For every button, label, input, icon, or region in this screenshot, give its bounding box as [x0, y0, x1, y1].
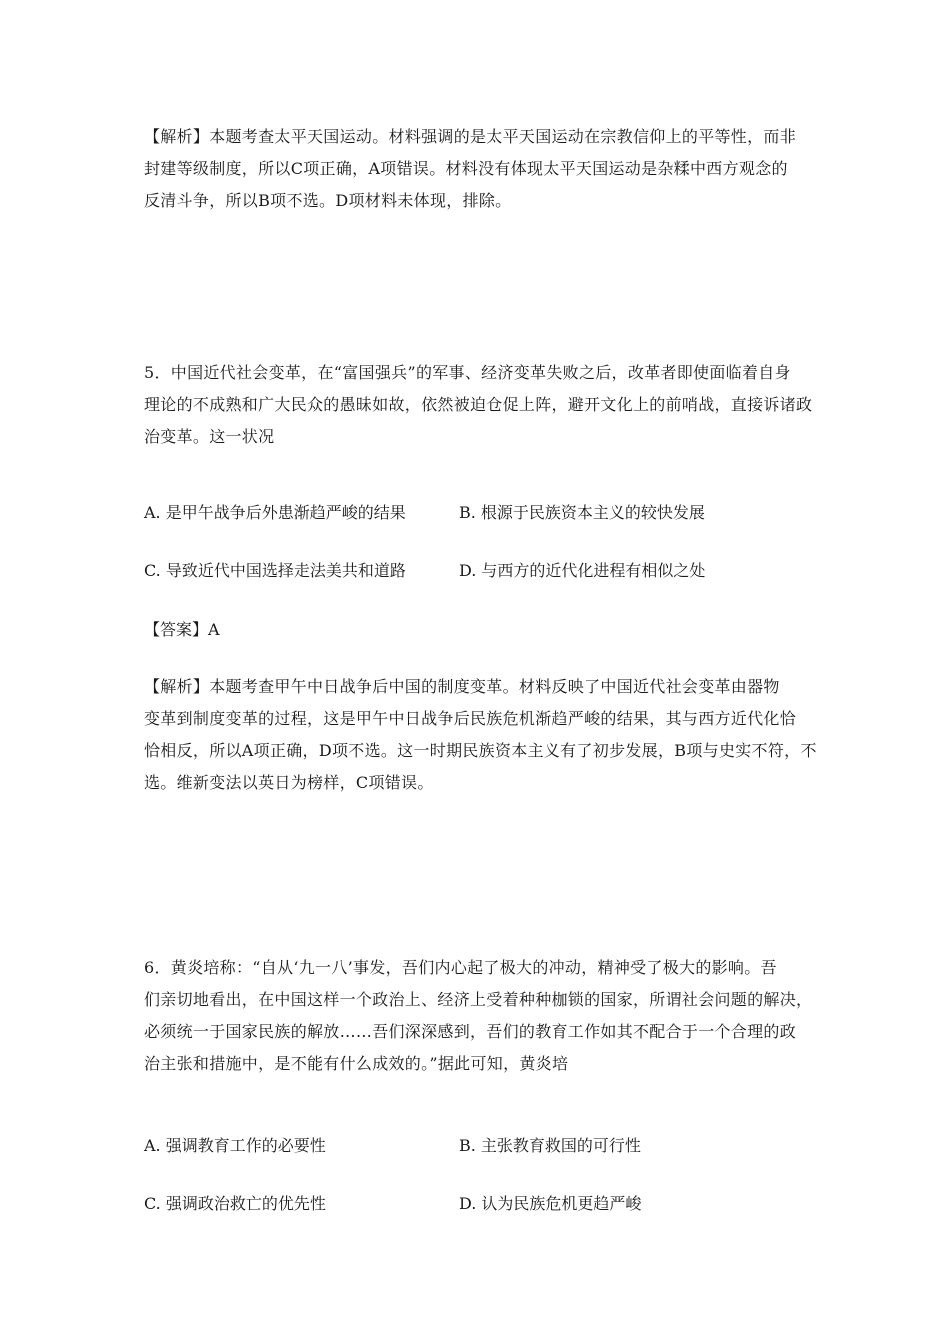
question-5-option-a[interactable]: A. 是甲午战争后外患渐趋严峻的结果 — [144, 503, 406, 522]
question-5-option-d[interactable]: D. 与西方的近代化进程有相似之处 — [459, 561, 706, 580]
question-5-analysis — [144, 671, 824, 799]
question-5-option-b[interactable]: B. 根源于民族资本主义的较快发展 — [459, 503, 705, 522]
text-line: 反清斗争，所以B项不选。D项材料未体现，排除。 — [144, 191, 512, 210]
text-line: 理论的不成熟和广大民众的愚昧如故，依然被迫仓促上阵，避开文化上的前哨战，直接诉诸政 — [144, 395, 813, 414]
question-6-options-row-1 — [144, 1130, 824, 1162]
question-6-option-d[interactable]: D. 认为民族危机更趋严峻 — [459, 1194, 642, 1213]
question-6-option-c[interactable]: C. 强调政治救亡的优先性 — [144, 1194, 326, 1213]
text-line: 恰相反，所以A项正确，D项不选。这一时期民族资本主义有了初步发展，B项与史实不符，不 — [144, 741, 817, 760]
text-line: 选。维新变法以英日为榜样，C项错误。 — [144, 773, 434, 792]
text-line: 变革到制度变革的过程，这是甲午中日战争后民族危机渐趋严峻的结果，其与西方近代化恰 — [144, 709, 797, 728]
text-line: 治变革。这一状况 — [144, 427, 275, 446]
question-6-option-b[interactable]: B. 主张教育救国的可行性 — [459, 1136, 641, 1155]
text-line: 【解析】本题考查甲午中日战争后中国的制度变革。材料反映了中国近代社会变革由器物 — [144, 677, 780, 696]
question-6-options-row-2 — [144, 1188, 824, 1220]
text-line: 们亲切地看出，在中国这样一个政治上、经济上受着种种枷锁的国家，所谓社会问题的解决， — [144, 990, 813, 1009]
text-line: 必须统一于国家民族的解放……吾们深深感到，吾们的教育工作如其不配合于一个合理的政 — [144, 1022, 797, 1041]
text-line: 6．黄炎培称：“自从‘九一八’事发，吾们内心起了极大的冲动，精神受了极大的影响。吾 — [144, 958, 777, 977]
question-6-stem — [144, 952, 824, 1080]
question-5-options-row-1 — [144, 497, 824, 529]
text-line: 【解析】本题考查太平天国运动。材料强调的是太平天国运动在宗教信仰上的平等性，而非 — [144, 127, 797, 146]
previous-analysis — [144, 121, 824, 217]
question-5-answer — [144, 614, 824, 646]
question-6-option-a[interactable]: A. 强调教育工作的必要性 — [144, 1136, 326, 1155]
answer-text: 【答案】A — [144, 620, 220, 639]
text-line: 5．中国近代社会变革，在“富国强兵”的军事、经济变革失败之后，改革者即使面临着自身 — [144, 363, 791, 382]
question-5-option-c[interactable]: C. 导致近代中国选择走法美共和道路 — [144, 561, 406, 580]
question-5-stem — [144, 357, 824, 453]
question-5-options-row-2 — [144, 555, 824, 587]
text-line: 封建等级制度，所以C项正确，A项错误。材料没有体现太平天国运动是杂糅中西方观念的 — [144, 159, 788, 178]
text-line: 治主张和措施中，是不能有什么成效的。”据此可知，黄炎培 — [144, 1054, 569, 1073]
